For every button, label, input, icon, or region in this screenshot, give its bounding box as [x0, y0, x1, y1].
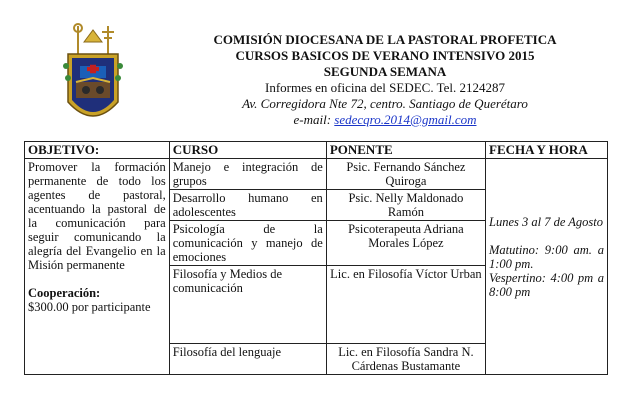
schedule-cell — [486, 159, 608, 375]
courses-table — [24, 141, 608, 375]
table-header-row — [25, 142, 608, 159]
schedule-evening: Vespertino: 4:00 pm a 8:00 pm — [489, 271, 604, 299]
header-address: Av. Corregidora Nte 72, centro. Santiago de Querétaro — [242, 96, 528, 111]
speaker-name: Psic. Nelly Maldonado Ramón — [326, 190, 485, 221]
schedule-morning: Matutino: 9:00 am. a 1:00 pm. — [489, 243, 604, 271]
speaker-name: Lic. en Filosofía Sandra N. Cárdenas Bustamante — [326, 344, 485, 375]
objective-cell — [25, 159, 170, 375]
header-email-line — [160, 112, 610, 128]
course-name: Manejo e integración de grupos — [169, 159, 326, 190]
speaker-name: Lic. en Filosofía Víctor Urban — [326, 266, 485, 344]
document-header — [160, 32, 610, 128]
header-fecha: FECHA Y HORA — [486, 142, 608, 159]
email-label: e-mail: — [293, 112, 332, 127]
header-info-phone: Informes en oficina del SEDEC. Tel. 2124287 — [264, 80, 506, 95]
header-commission-title: COMISIÓN DIOCESANA DE LA PASTORAL PROFETICA — [213, 32, 557, 47]
table-row — [25, 159, 608, 190]
cooperation-text: $300.00 por participante — [28, 300, 151, 314]
course-name: Filosofía y Medios de comunicación — [169, 266, 326, 344]
header-week: SEGUNDA SEMANA — [323, 64, 447, 79]
speaker-name: Psic. Fernando Sánchez Quiroga — [326, 159, 485, 190]
cooperation-title: Cooperación: — [28, 286, 101, 300]
header-objetivo: OBJETIVO: — [25, 142, 170, 159]
course-name: Desarrollo humano en adolescentes — [169, 190, 326, 221]
email-link[interactable]: sedecqro.2014@gmail.com — [334, 112, 477, 127]
header-curso: CURSO — [169, 142, 326, 159]
header-ponente: PONENTE — [326, 142, 485, 159]
diocese-crest-logo — [62, 22, 124, 134]
speaker-name: Psicoterapeuta Adriana Morales López — [326, 221, 485, 266]
course-name: Psicología de la comunicación y manejo de emociones — [169, 221, 326, 266]
course-name: Filosofía del lenguaje — [169, 344, 326, 375]
header-course-title: CURSOS BASICOS DE VERANO INTENSIVO 2015 — [235, 48, 535, 63]
objective-text: Promover la formación permanente de todo los agentes de pastoral, acentuando la pastoral de la comunicación para seguir comunicando la alegría del Evangelio en la Misión permanente — [28, 160, 166, 272]
schedule-dates: Lunes 3 al 7 de Agosto — [489, 215, 604, 229]
